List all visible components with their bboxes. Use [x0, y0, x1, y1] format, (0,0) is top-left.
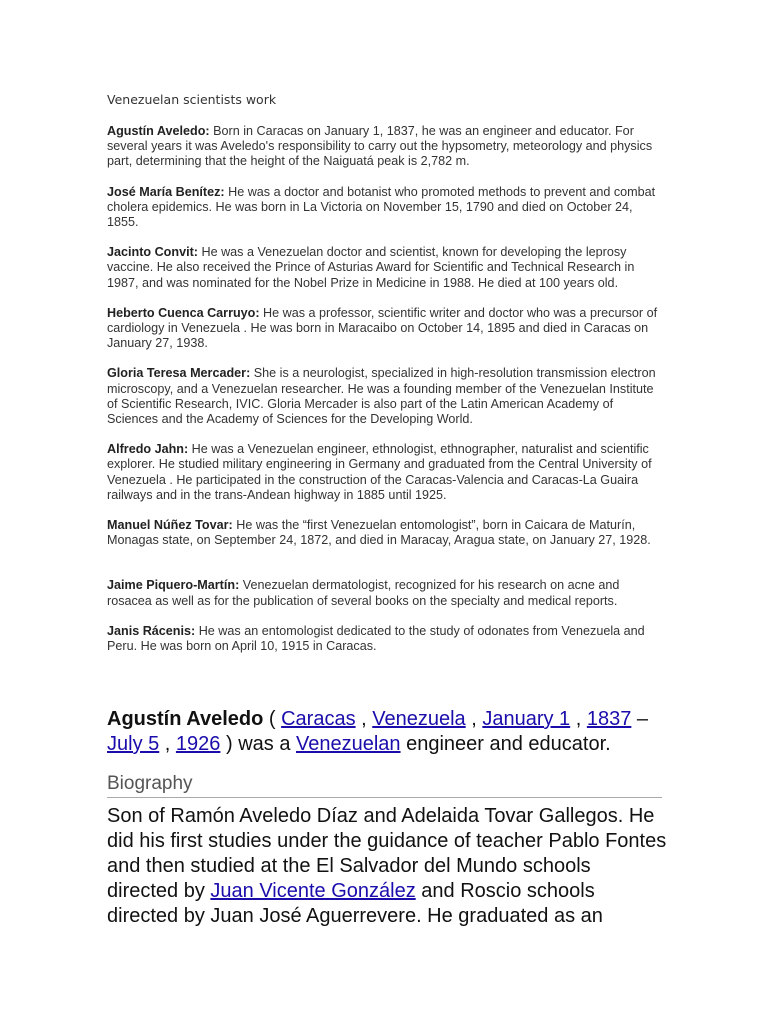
scientist-entry: [107, 124, 662, 170]
link-1837[interactable]: 1837: [586, 708, 632, 730]
link-july-5[interactable]: July 5: [107, 733, 160, 755]
biography-text: and Roscio schools directed by Juan José Aguerrevere. He graduated as an: [107, 880, 603, 927]
scientist-entry: [107, 442, 662, 503]
article-subject-name: Agustín Aveledo: [107, 708, 264, 730]
scientist-description: Born in Caracas on January 1, 1837, he was an engineer and educator. For several years it was Aveledo's responsibility to carry out the hypsometry, meteorology and physics part, determining that the height of the Naiguatá peak is 2,782 m.: [107, 124, 653, 169]
scientist-name: Heberto Cuenca Carruyo:: [107, 305, 260, 320]
scientist-description: Venezuelan dermatologist, recognized for his research on acne and rosacea as well as for the publication of several books on the specialty and medical reports.: [107, 578, 620, 608]
lead-text: ,: [570, 708, 587, 730]
scientist-name: Gloria Teresa Mercader:: [107, 366, 251, 381]
section-heading-biography: Biography: [107, 773, 662, 798]
link-january-1[interactable]: January 1: [482, 708, 571, 730]
scientist-description: He was a Venezuelan doctor and scientist, known for developing the leprosy vaccine. He also received the Prince of Asturias Award for Scientific and Technical Research in 1987, and was nominated for the Nobel Prize in Medicine in 1988. He died at 100 years old.: [107, 245, 635, 290]
scientist-name: Jaime Piquero-Martín:: [107, 578, 240, 593]
link-venezuela[interactable]: Venezuela: [372, 708, 466, 730]
scientist-entry: [107, 624, 662, 654]
scientist-name: Janis Rácenis:: [107, 623, 196, 638]
scientist-description: He was a professor, scientific writer and doctor who was a precursor of cardiology in Venezuela . He was born in Maracaibo on October 14, 1895 and died in Caracas on January 27, 1938.: [107, 305, 658, 351]
scientist-entry: [107, 518, 662, 548]
scientist-description: He was a Venezuelan engineer, ethnologist, ethnographer, naturalist and scientific explorer. He studied military engineering in Germany and graduated from the Central University of Venezuela . He participated in the construction of the Caracas-Valencia and Caracas-La Guaira railways and in the trans-Andean highway in 1885 until 1925.: [107, 442, 652, 502]
scientist-name: Manuel Núñez Tovar:: [107, 518, 233, 533]
lead-text: ,: [159, 733, 176, 755]
lead-text: ,: [355, 708, 373, 730]
scientist-name: Alfredo Jahn:: [107, 442, 189, 457]
lead-text: engineer and educator.: [400, 733, 611, 755]
link-1926[interactable]: 1926: [175, 733, 221, 755]
lead-text: (: [263, 708, 282, 730]
lead-text: –: [631, 708, 649, 730]
link-caracas[interactable]: Caracas: [281, 708, 356, 730]
scientist-entry: [107, 578, 662, 608]
scientist-entry: [107, 185, 662, 231]
scientist-list: [107, 124, 662, 654]
lead-text: ) was a: [220, 733, 296, 755]
scientist-description: He was the “first Venezuelan entomologist”, born in Caicara de Maturín, Monagas state, on September 24, 1872, and died in Maracay, Aragua state, on January 27, 1928.: [107, 518, 651, 548]
scientist-entry: [107, 245, 662, 291]
biography-paragraph: [107, 804, 667, 929]
scientist-description: He was a doctor and botanist who promoted methods to prevent and combat cholera epidemics. He was born in La Victoria on November 15, 1790 and died on October 24, 1855.: [107, 184, 656, 230]
scientist-description: He was an entomologist dedicated to the study of odonates from Venezuela and Peru. He was born on April 10, 1915 in Caracas.: [107, 623, 645, 654]
article-lead: [107, 707, 667, 757]
biography-text: Son of Ramón Aveledo Díaz and Adelaida Tovar Gallegos. He did his first studies under the guidance of teacher Pablo Fontes and then studied at the El Salvador del Mundo schools directed by: [107, 805, 667, 902]
lead-text: ,: [465, 708, 483, 730]
scientist-description: She is a neurologist, specialized in high-resolution transmission electron microscopy, and a Venezuelan researcher. He was a founding member of the Venezuelan Institute of Scientific Research, IVIC. Gloria Mercader is also part of the Latin American Academy of Sciences and the Academy of Sciences for the Developing World.: [107, 366, 656, 427]
scientist-name: Agustín Aveledo:: [107, 124, 210, 138]
scientist-entry: [107, 306, 662, 352]
link-venezuelan[interactable]: Venezuelan: [296, 733, 401, 755]
link-juan-vicente-gonzalez[interactable]: Juan Vicente González: [210, 880, 416, 902]
scientist-name: Jacinto Convit:: [107, 245, 198, 260]
scientist-name: José María Benítez:: [107, 184, 225, 199]
page-title: Venezuelan scientists work: [107, 92, 277, 107]
scientist-entry: [107, 366, 662, 427]
